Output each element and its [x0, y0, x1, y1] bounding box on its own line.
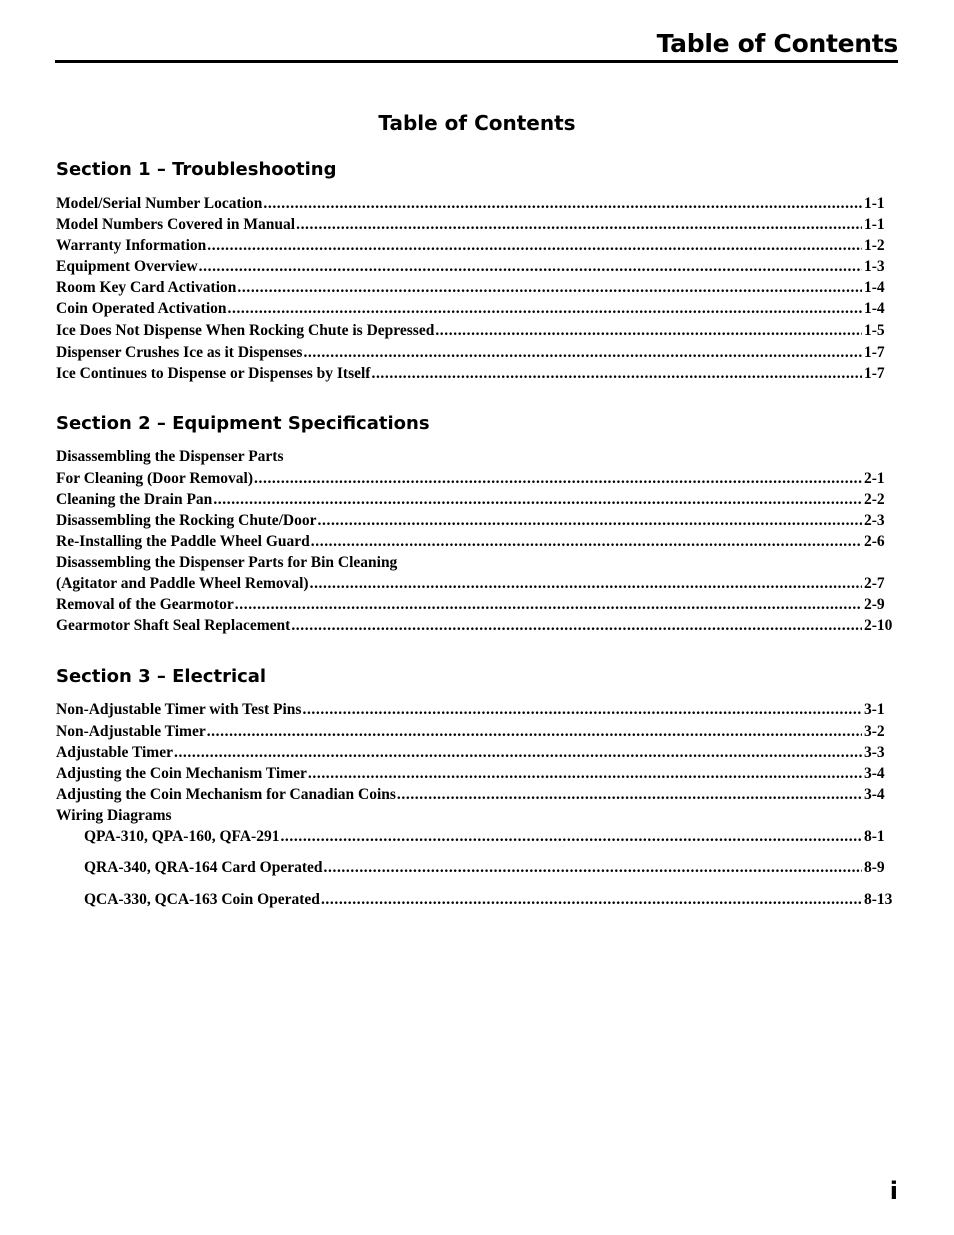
dot-leader	[311, 532, 862, 552]
toc-entry[interactable]	[56, 194, 897, 214]
toc-entry-label: Non-Adjustable Timer with Test Pins	[56, 701, 302, 718]
header-title: Table of Contents	[656, 29, 898, 58]
toc-entry[interactable]	[56, 364, 897, 384]
toc-entry[interactable]	[56, 469, 897, 489]
dot-leader	[213, 490, 862, 510]
section-heading: Section 1 – Troubleshooting	[56, 159, 337, 180]
toc-entry-page: 8-9	[864, 859, 885, 876]
dot-leader	[308, 764, 862, 784]
toc-entry-label: Non-Adjustable Timer	[56, 723, 206, 740]
toc-entry-page: 1-7	[864, 344, 885, 361]
dot-leader	[302, 700, 862, 720]
toc-entry-page: 3-3	[864, 744, 885, 761]
toc-entry-label: Gearmotor Shaft Seal Replacement	[56, 617, 291, 634]
toc-entry-label: Ice Continues to Dispense or Dispenses by Itself	[56, 365, 371, 382]
toc-entry[interactable]	[56, 806, 897, 826]
toc-entry-label: Disassembling the Dispenser Parts	[56, 448, 284, 465]
toc-entry-label: QCA-330, QCA-163 Coin Operated	[84, 891, 320, 908]
toc-entry-label: Cleaning the Drain Pan	[56, 491, 213, 508]
dot-leader	[296, 215, 862, 235]
toc-entry-page: 3-2	[864, 723, 885, 740]
dot-leader	[371, 364, 862, 384]
toc-entry-label: Ice Does Not Dispense When Rocking Chute is Depressed	[56, 322, 435, 339]
toc-entry-page: 1-7	[864, 365, 885, 382]
toc-entry[interactable]	[56, 215, 897, 235]
toc-entry[interactable]	[56, 490, 897, 510]
toc-entry-page: 1-4	[864, 300, 885, 317]
toc-entry-label: Disassembling the Rocking Chute/Door	[56, 512, 317, 529]
toc-entry-label: Disassembling the Dispenser Parts for Bin Cleaning	[56, 554, 398, 571]
toc-entry-page: 2-2	[864, 491, 885, 508]
toc-entry-label: Re-Installing the Paddle Wheel Guard	[56, 533, 310, 550]
toc-entry[interactable]	[56, 299, 897, 319]
toc-entry-label: Adjusting the Coin Mechanism for Canadian Coins	[56, 786, 396, 803]
dot-leader	[324, 858, 862, 878]
dot-leader	[318, 511, 862, 531]
toc-entry-label: Adjustable Timer	[56, 744, 173, 761]
toc-entry[interactable]	[56, 785, 897, 805]
dot-leader	[321, 890, 862, 910]
toc-entry[interactable]	[56, 236, 897, 256]
toc-entry-page: 2-9	[864, 596, 885, 613]
section-equipment-specifications	[56, 412, 897, 642]
toc-entry-page: 8-1	[864, 828, 885, 845]
dot-leader	[199, 257, 862, 277]
toc-entry-label: Coin Operated Activation	[56, 300, 227, 317]
toc-entry-page: 1-1	[864, 216, 885, 233]
toc-entry-page: 1-4	[864, 279, 885, 296]
toc-entry-label: Model/Serial Number Location	[56, 195, 263, 212]
toc-entry-label: For Cleaning (Door Removal)	[56, 470, 254, 487]
toc-entry[interactable]	[84, 827, 897, 847]
toc-entry-page: 1-2	[864, 237, 885, 254]
toc-entry-label: Adjusting the Coin Mechanism Timer	[56, 765, 307, 782]
toc-entry-label: QPA-310, QPA-160, QFA-291	[84, 828, 280, 845]
toc-entry-label: Model Numbers Covered in Manual	[56, 216, 296, 233]
toc-entry-page: 3-1	[864, 701, 885, 718]
page-number: i	[889, 1177, 898, 1205]
toc-entry[interactable]	[56, 743, 897, 763]
toc-entry-label: Warranty Information	[56, 237, 207, 254]
toc-entry-label: Wiring Diagrams	[56, 807, 172, 824]
toc-entry[interactable]	[56, 278, 897, 298]
dot-leader	[280, 827, 862, 847]
dot-leader	[310, 574, 862, 594]
dot-leader	[174, 743, 862, 763]
dot-leader	[254, 469, 862, 489]
toc-entry-page: 2-7	[864, 575, 885, 592]
toc-entry[interactable]	[84, 890, 897, 910]
dot-leader	[228, 299, 863, 319]
dot-leader	[263, 194, 862, 214]
toc-entry-page: 3-4	[864, 765, 885, 782]
toc-entry[interactable]	[56, 574, 897, 594]
toc-entry[interactable]	[56, 595, 897, 615]
toc-entry-label: Room Key Card Activation	[56, 279, 237, 296]
toc-entry-page: 1-3	[864, 258, 885, 275]
toc-entry[interactable]	[84, 858, 897, 878]
toc-entry[interactable]	[56, 257, 897, 277]
toc-entry[interactable]	[56, 447, 897, 467]
toc-entry-page: 2-1	[864, 470, 885, 487]
dot-leader	[237, 278, 862, 298]
toc-entry-label: Removal of the Gearmotor	[56, 596, 234, 613]
toc-entry-page: 3-4	[864, 786, 885, 803]
toc-entry[interactable]	[56, 722, 897, 742]
dot-leader	[235, 595, 862, 615]
toc-entry[interactable]	[56, 764, 897, 784]
document-title: Table of Contents	[378, 111, 576, 135]
toc-entry[interactable]	[56, 616, 897, 636]
section-heading: Section 3 – Electrical	[56, 666, 267, 687]
toc-entry[interactable]	[56, 321, 897, 341]
toc-entry-page: 1-5	[864, 322, 885, 339]
toc-entry-page: 1-1	[864, 195, 885, 212]
toc-entry-label: Dispenser Crushes Ice as it Dispenses	[56, 344, 303, 361]
toc-entry[interactable]	[56, 700, 897, 720]
dot-leader	[435, 321, 862, 341]
section-troubleshooting	[56, 158, 897, 388]
toc-entry-page: 8-13	[864, 891, 893, 908]
dot-leader	[291, 616, 862, 636]
dot-leader	[207, 722, 862, 742]
dot-leader	[207, 236, 862, 256]
toc-entry[interactable]	[56, 553, 897, 573]
page-header	[55, 28, 898, 63]
toc-entry-page: 2-10	[864, 617, 893, 634]
toc-entry[interactable]	[56, 511, 897, 531]
dot-leader	[397, 785, 862, 805]
toc-entry-label: QRA-340, QRA-164 Card Operated	[84, 859, 323, 876]
toc-entry-page: 2-6	[864, 533, 885, 550]
toc-entry-label: (Agitator and Paddle Wheel Removal)	[56, 575, 309, 592]
section-heading: Section 2 – Equipment Specifications	[56, 413, 430, 434]
toc-entry[interactable]	[56, 532, 897, 552]
toc-entry-page: 2-3	[864, 512, 885, 529]
dot-leader	[303, 343, 862, 363]
toc-entry[interactable]	[56, 343, 897, 363]
toc-entry-label: Equipment Overview	[56, 258, 198, 275]
section-electrical	[56, 665, 897, 915]
